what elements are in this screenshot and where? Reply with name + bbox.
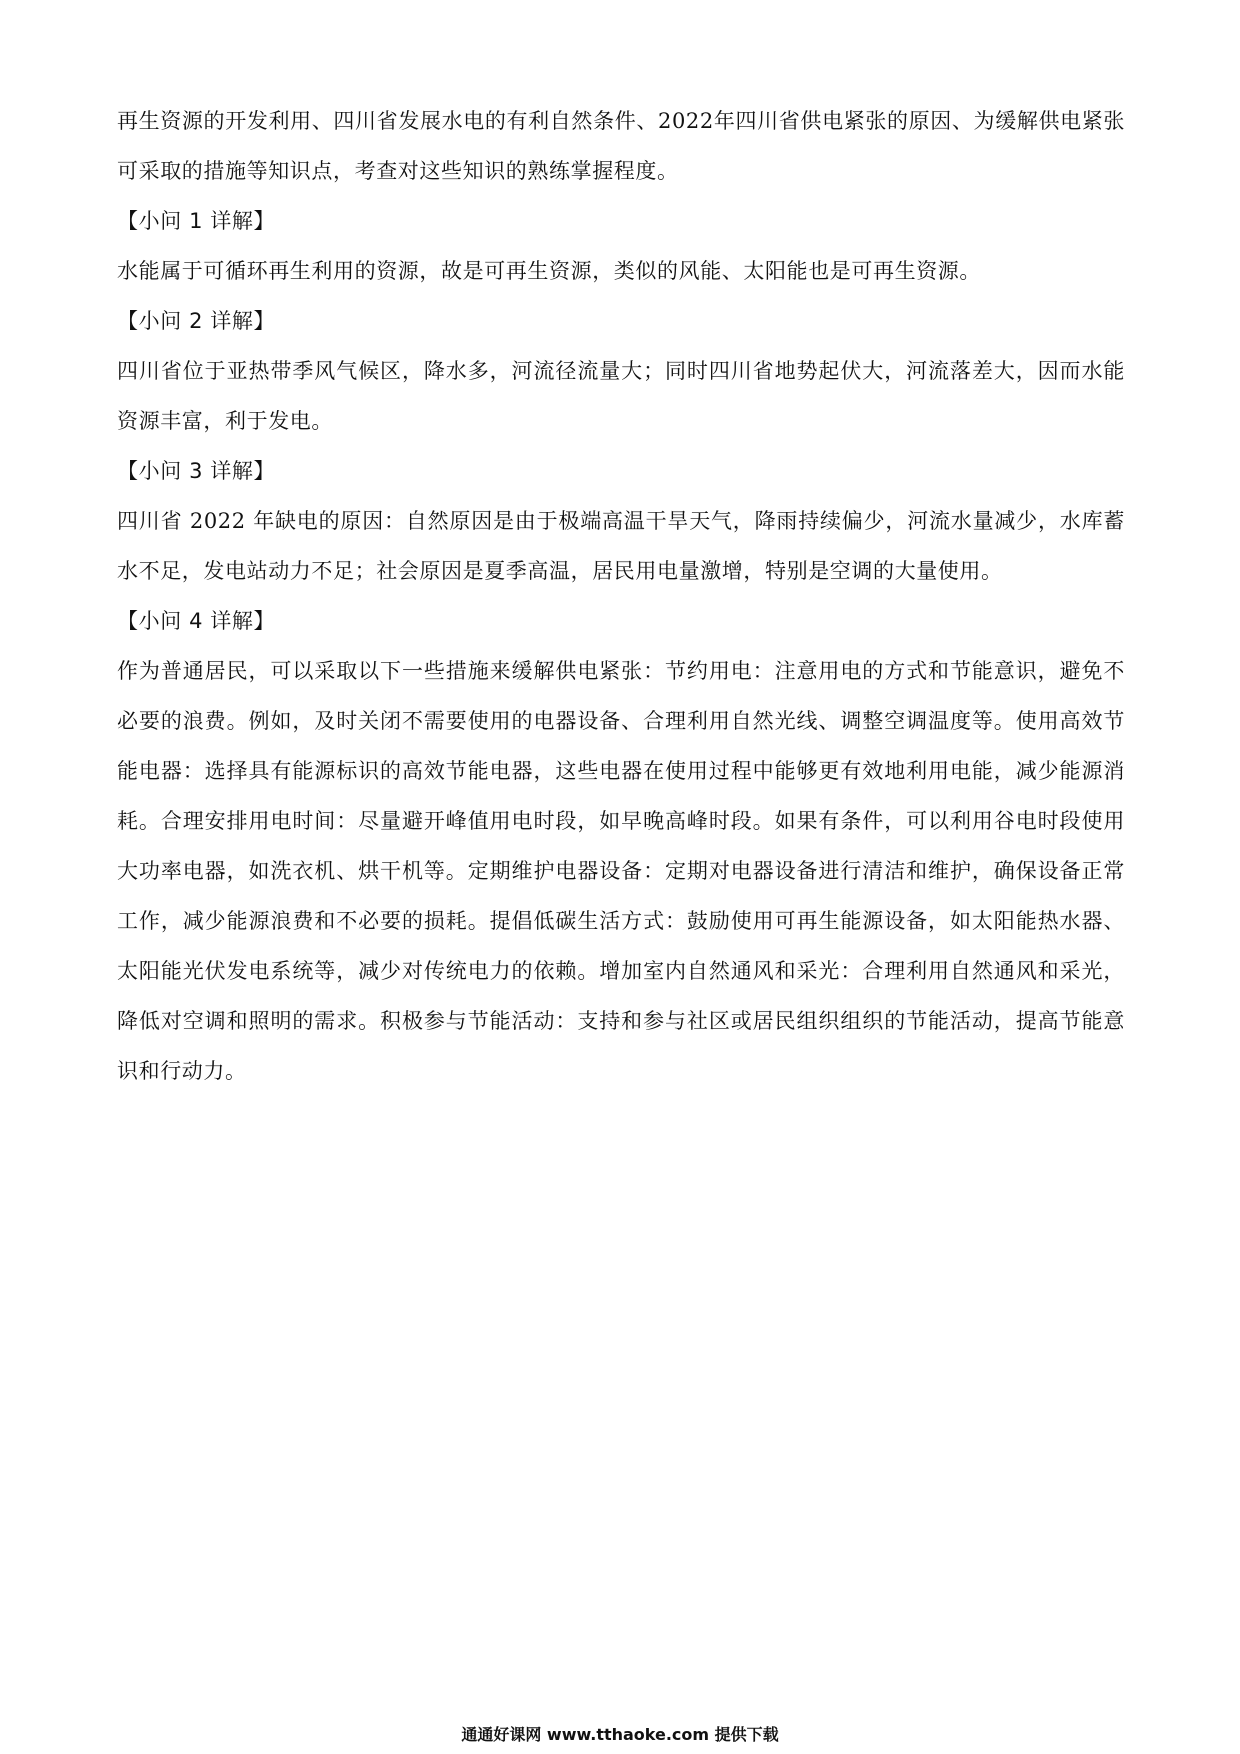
section-3-body: 四川省 2022 年缺电的原因：自然原因是由于极端高温干旱天气，降雨持续偏少，河流水量减少，水库蓄水不足，发电站动力不足；社会原因是夏季高温，居民用电量激增，特别是空调的大量使用。 [117, 509, 1125, 583]
document-body [117, 96, 1125, 1096]
section-4-body: 作为普通居民，可以采取以下一些措施来缓解供电紧张：节约用电：注意用电的方式和节能意识，避免不必要的浪费。例如，及时关闭不需要使用的电器设备、合理利用自然光线、调整空调温度等。使用高效节能电器：选择具有能源标识的高效节能电器，这些电器在使用过程中能够更有效地利用电能，减少能源消耗。合理安排用电时间：尽量避开峰值用电时段，如早晚高峰时段。如果有条件，可以利用谷电时段使用大功率电器，如洗衣机、烘干机等。定期维护电器设备：定期对电器设备进行清洁和维护，确保设备正常工作，减少能源浪费和不必要的损耗。提倡低碳生活方式：鼓励使用可再生能源设备，如太阳能热水器、太阳能光伏发电系统等，减少对传统电力的依赖。增加室内自然通风和采光：合理利用自然通风和采光，降低对空调和照明的需求。积极参与节能活动：支持和参与社区或居民组织组织的节能活动，提高节能意识和行动力。 [117, 659, 1125, 1083]
section-2-body: 四川省位于亚热带季风气候区，降水多，河流径流量大；同时四川省地势起伏大，河流落差大，因而水能资源丰富，利于发电。 [117, 359, 1125, 433]
section-1-body: 水能属于可循环再生利用的资源，故是可再生资源，类似的风能、太阳能也是可再生资源。 [117, 259, 981, 283]
section-2-heading: 【小问 2 详解】 [117, 309, 276, 333]
section-3-heading: 【小问 3 详解】 [117, 459, 276, 483]
section-4-heading: 【小问 4 详解】 [117, 609, 276, 633]
section-1-heading: 【小问 1 详解】 [117, 209, 276, 233]
page-footer: 通通好课网 www.tthaoke.com 提供下载 [461, 1725, 779, 1744]
intro-paragraph: 再生资源的开发利用、四川省发展水电的有利自然条件、2022年四川省供电紧张的原因、为缓解供电紧张可采取的措施等知识点，考查对这些知识的熟练掌握程度。 [117, 109, 1125, 183]
